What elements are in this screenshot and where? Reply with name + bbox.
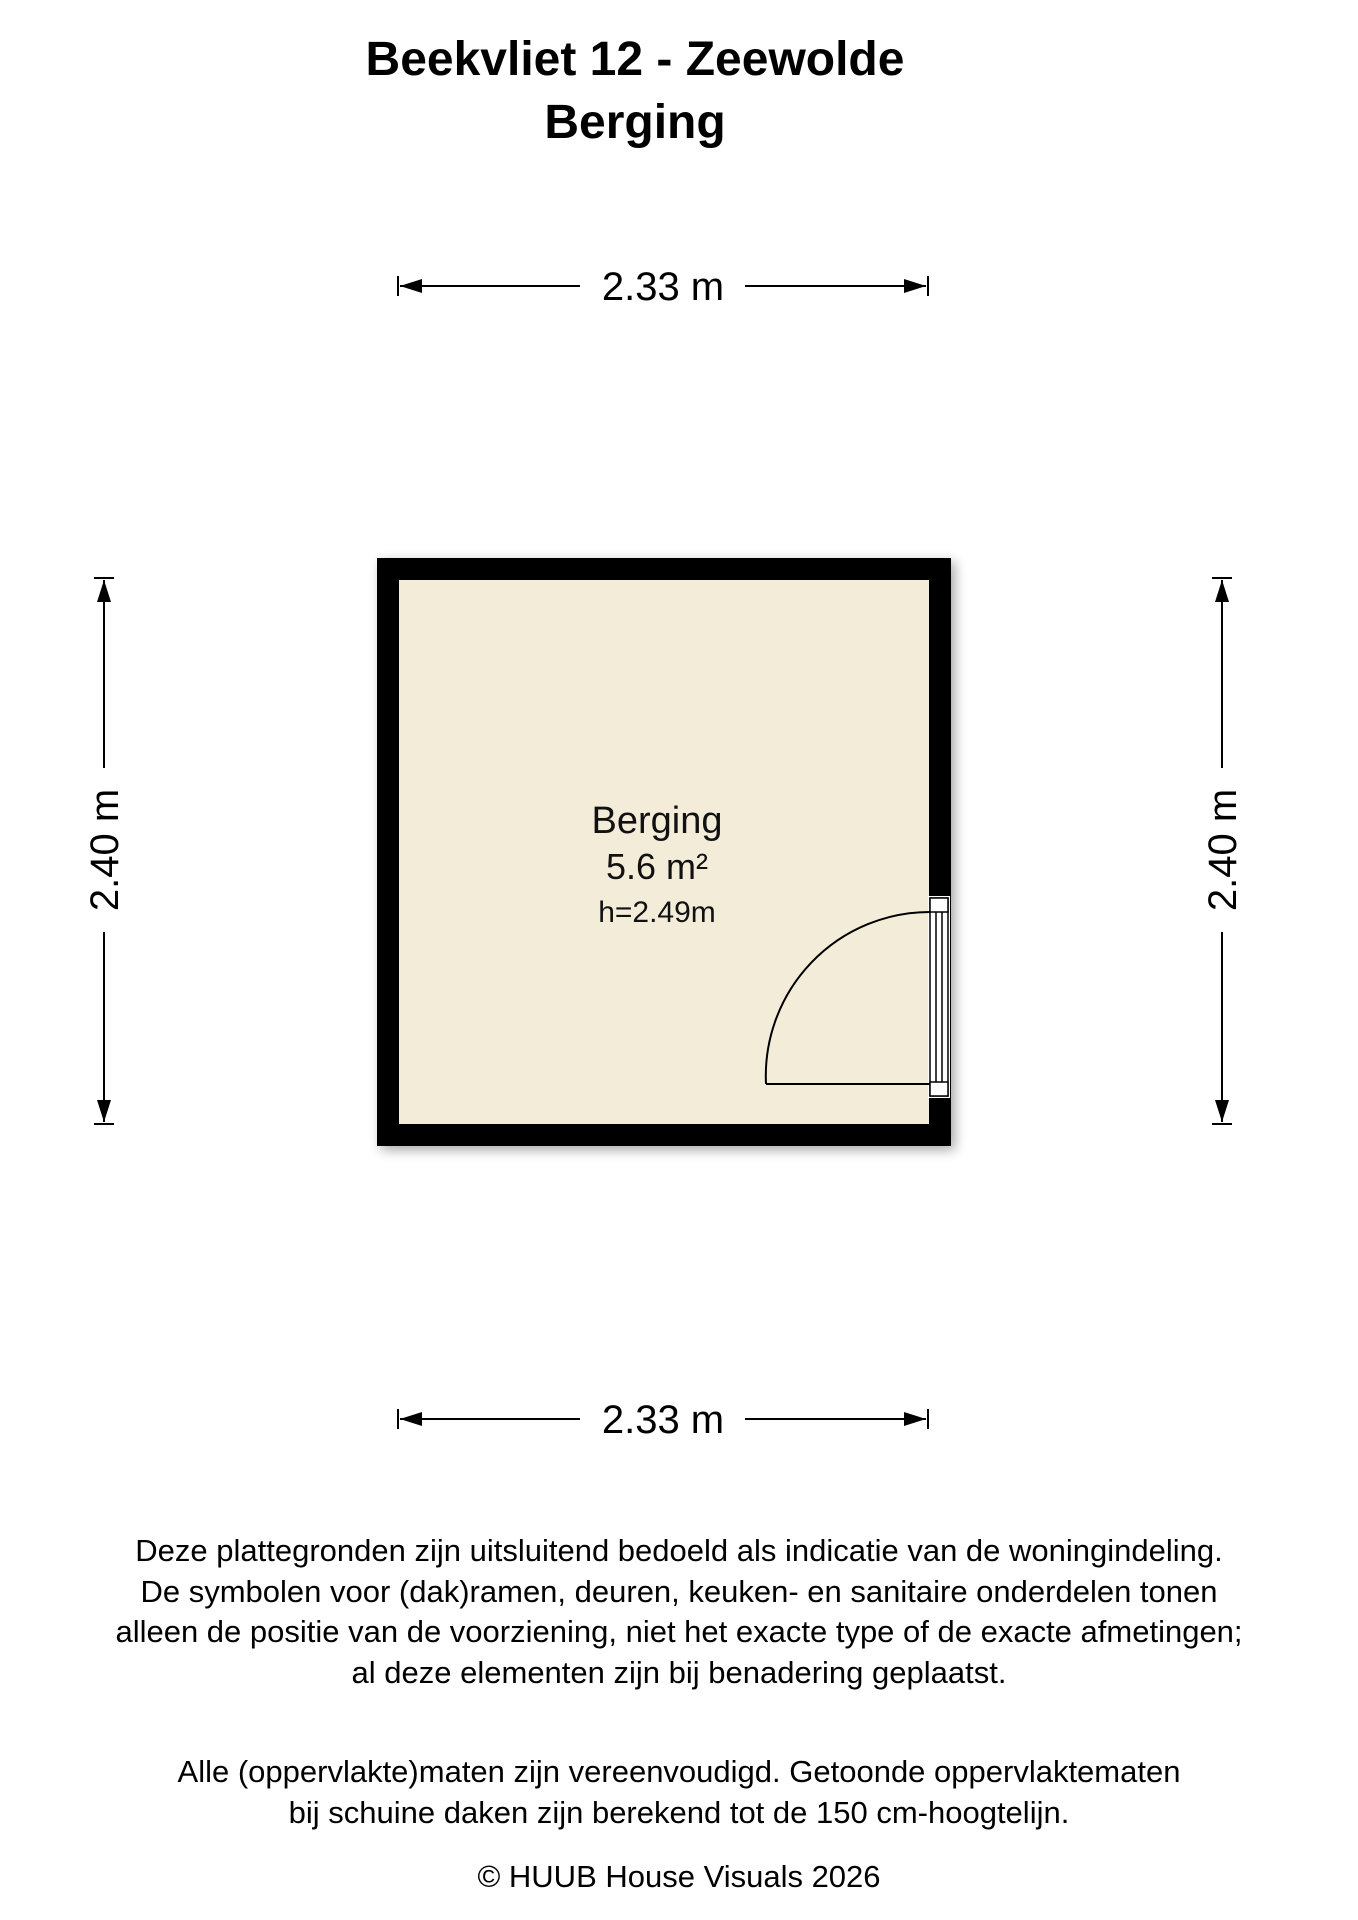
disclaimer-line: al deze elementen zijn bij benadering geplaatst. <box>351 1654 1007 1690</box>
dimension-bottom <box>398 1398 928 1442</box>
disclaimer-line: Deze plattegronden zijn uitsluitend bedoeld als indicatie van de woningindeling. <box>135 1533 1223 1568</box>
disclaimer-paragraph-2 <box>0 1752 1358 1833</box>
room-area: 5.6 m² <box>605 846 709 887</box>
copyright: © HUUB House Visuals 2026 <box>477 1859 881 1894</box>
dimension-right <box>1201 578 1245 1124</box>
room-name: Berging <box>591 800 723 842</box>
disclaimer-line: bij schuine daken zijn berekend tot de 150 cm-hoogtelijn. <box>288 1794 1070 1830</box>
disclaimer-line: alleen de positie van de voorziening, niet het exacte type of de exacte afmetingen; <box>115 1614 1243 1649</box>
dimension-bottom-label: 2.33 m <box>601 1398 725 1442</box>
dimension-top <box>398 1 928 309</box>
page-title: Beekvliet 12 - Zeewolde <box>365 33 905 86</box>
disclaimer-paragraph-1 <box>0 1531 1358 1693</box>
disclaimer-line: De symbolen voor (dak)ramen, deuren, keuken- en sanitaire onderdelen tonen <box>140 1573 1218 1609</box>
disclaimer-line: Alle (oppervlakte)maten zijn vereenvoudigd. Getoonde oppervlaktematen <box>177 1754 1181 1789</box>
dimension-right-label: 2.40 m <box>1201 788 1245 912</box>
dimension-top-label: 2.33 m <box>601 265 725 309</box>
page-subtitle: Berging <box>544 96 726 149</box>
room-height: h=2.49m <box>598 896 716 929</box>
dimension-left <box>83 578 127 1124</box>
dimension-left-label: 2.40 m <box>83 788 127 912</box>
